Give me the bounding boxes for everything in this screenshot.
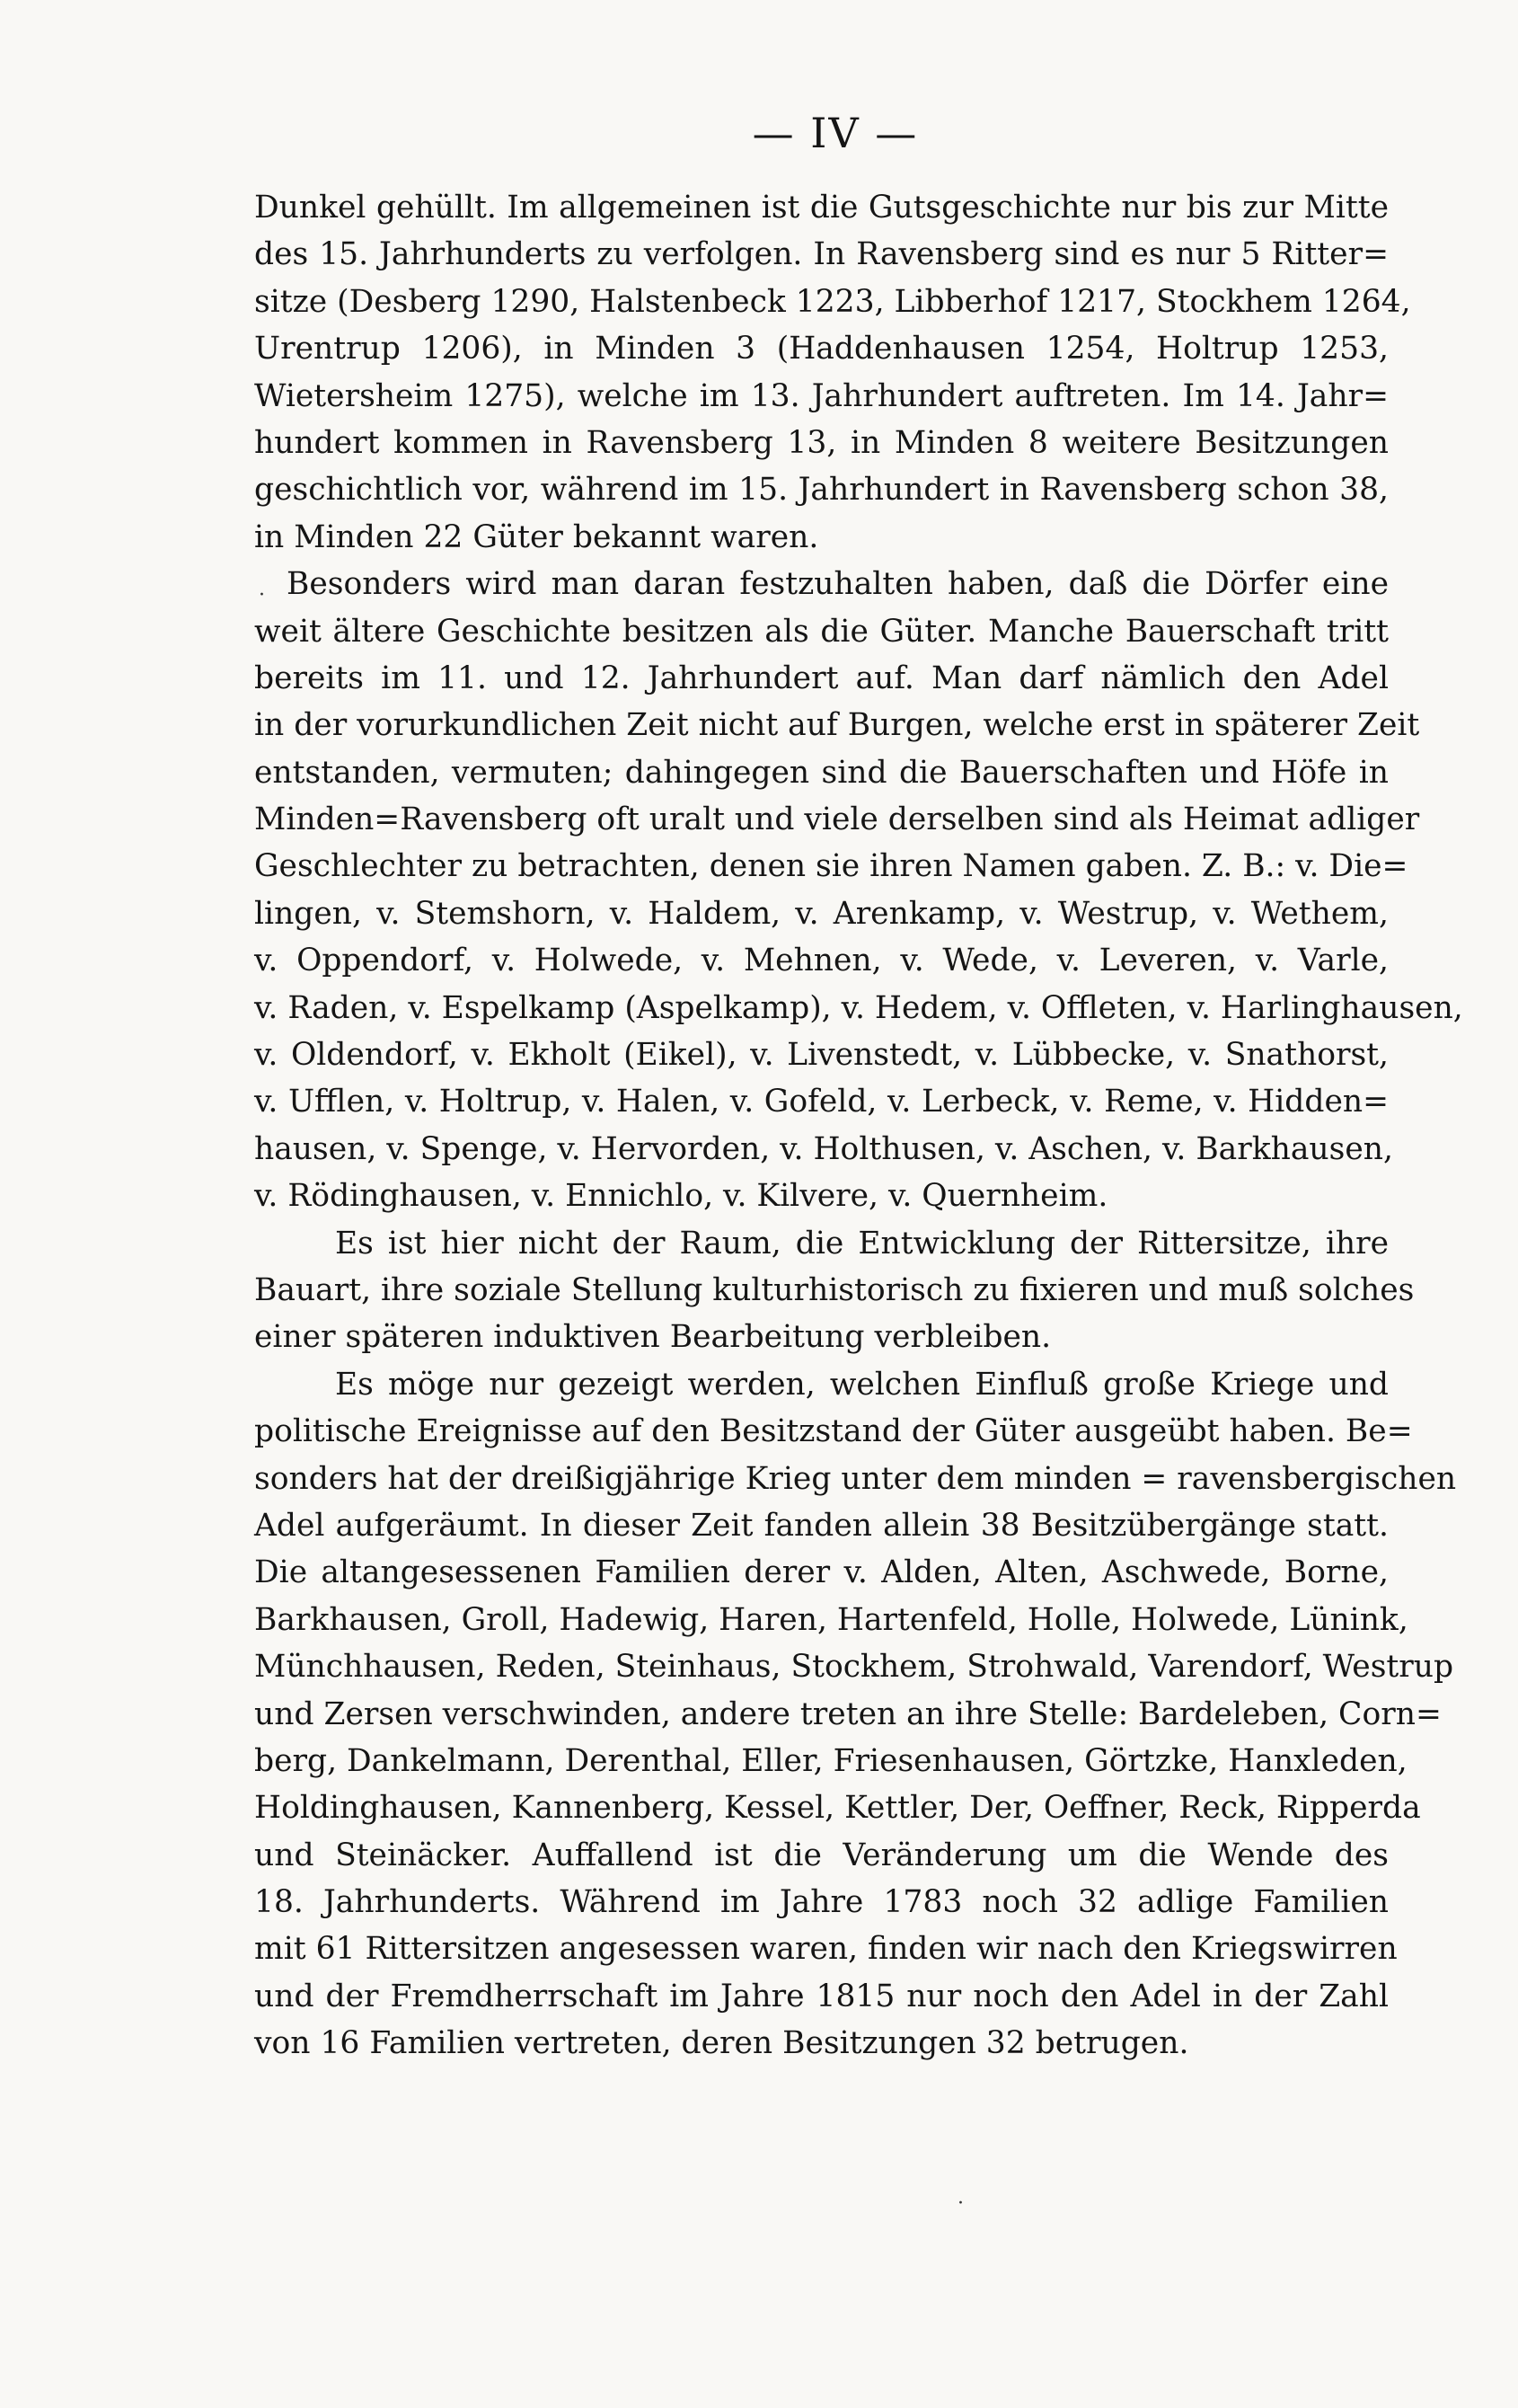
text-line: Barkhausen, Groll, Hadewig, Haren, Hartenfeld, Holle, Holwede, Lünink, [254,1601,1408,1638]
text-line: v. Raden, v. Espelkamp (Aspelkamp), v. Hedem, v. Offleten, v. Harlinghausen, [254,989,1463,1026]
text-line: berg, Dankelmann, Derenthal, Eller, Friesenhausen, Görtzke, Hanxleden, [254,1742,1408,1779]
text-line: hausen, v. Spenge, v. Hervorden, v. Holthusen, v. Aschen, v. Barkhausen, [254,1130,1393,1167]
text-line: geschichtlich vor, während im 15. Jahrhundert in Ravensberg schon 38, [254,472,1389,509]
text-line: hundert kommen in Ravensberg 13, in Minden 8 weitere Besitzungen [254,424,1389,461]
margin-dot: · [259,584,265,606]
text-line: und Steinäcker. Auffallend ist die Veränderung um die Wende des [254,1837,1389,1873]
text-line: entstanden, vermuten; dahingegen sind die Bauerschaften und Höfe in [254,754,1389,791]
text-line: Münchhausen, Reden, Steinhaus, Stockhem, Strohwald, Varendorf, Westrup [254,1649,1454,1686]
text-line: Es ist hier nicht der Raum, die Entwicklung der Rittersitze, ihre [335,1225,1389,1262]
text-line: v. Oldendorf, v. Ekholt (Eikel), v. Livenstedt, v. Lübbecke, v. Snathorst, [254,1037,1389,1074]
text-line: Wietersheim 1275), welche im 13. Jahrhundert auftreten. Im 14. Jahr= [254,377,1389,414]
text-line: Bauart, ihre soziale Stellung kulturhistorisch zu fixieren und muß solches [254,1271,1415,1308]
text-line: in der vorurkundlichen Zeit nicht auf Burgen, welche erst in späterer Zeit [254,707,1420,744]
text-line: v. Oppendorf, v. Holwede, v. Mehnen, v. Wede, v. Leveren, v. Varle, [254,943,1389,979]
text-line: mit 61 Rittersitzen angesessen waren, finden wir nach den Kriegswirren [254,1931,1398,1968]
text-line: des 15. Jahrhunderts zu verfolgen. In Ravensberg sind es nur 5 Ritter= [254,236,1389,273]
text-line: sonders hat der dreißigjährige Krieg unter dem minden = ravensbergischen [254,1460,1457,1497]
text-line: bereits im 11. und 12. Jahrhundert auf. Man darf nämlich den Adel [254,660,1389,696]
text-line: einer späteren induktiven Bearbeitung verbleiben. [254,1319,1052,1356]
text-line: weit ältere Geschichte besitzen als die Güter. Manche Bauerschaft tritt [254,613,1389,650]
text-line: 18. Jahrhunderts. Während im Jahre 1783 noch 32 adlige Familien [254,1884,1389,1921]
body-text [254,184,1463,2067]
text-line: Holdinghausen, Kannenberg, Kessel, Kettler, Der, Oeffner, Reck, Ripperda [254,1790,1421,1827]
text-line: sitze (Desberg 1290, Halstenbeck 1223, Libberhof 1217, Stockhem 1264, [254,283,1411,320]
text-line: lingen, v. Stemshorn, v. Haldem, v. Arenkamp, v. Westrup, v. Wethem, [254,895,1389,932]
text-line: Die altangesessenen Familien derer v. Alden, Alten, Aschwede, Borne, [254,1554,1389,1591]
text-line: Besonders wird man daran festzuhalten haben, daß die Dörfer eine [287,566,1389,603]
text-line: Es möge nur gezeigt werden, welchen Einfluß große Kriege und [335,1366,1389,1403]
text-line: politische Ereignisse auf den Besitzstand der Güter ausgeübt haben. Be= [254,1413,1413,1450]
text-line: in Minden 22 Güter bekannt waren. [254,518,819,555]
text-line: v. Rödinghausen, v. Ennichlo, v. Kilvere, v. Quernheim. [254,1178,1108,1215]
text-line: Minden=Ravensberg oft uralt und viele derselben sind als Heimat adliger [254,801,1420,838]
text-line: Adel aufgeräumt. In dieser Zeit fanden allein 38 Besitzübergänge statt. [254,1507,1389,1544]
text-line: und Zersen verschwinden, andere treten an ihre Stelle: Bardeleben, Corn= [254,1695,1442,1732]
text-line: v. Ufflen, v. Holtrup, v. Halen, v. Gofeld, v. Lerbeck, v. Reme, v. Hidden= [254,1084,1389,1120]
bottom-dot: · [958,2192,964,2215]
text-line: Urentrup 1206), in Minden 3 (Haddenhausen 1254, Holtrup 1253, [254,331,1389,367]
text-line: von 16 Familien vertreten, deren Besitzungen 32 betrugen. [254,2025,1189,2062]
text-line: Geschlechter zu betrachten, denen sie ihren Namen gaben. Z. B.: v. Die= [254,848,1408,885]
page-number: — IV — [752,109,919,157]
text-line: Dunkel gehüllt. Im allgemeinen ist die Gutsgeschichte nur bis zur Mitte [254,190,1389,226]
text-line: und der Fremdherrschaft im Jahre 1815 nur noch den Adel in der Zahl [254,1978,1389,2014]
